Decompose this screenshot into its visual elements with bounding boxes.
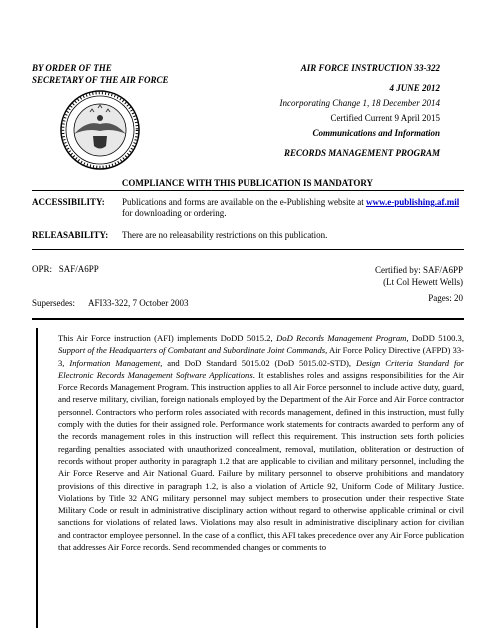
department-of-the-air-force-seal — [60, 90, 140, 170]
category-line: Communications and Information — [312, 128, 440, 138]
body-text-segment: , DoDD 5100.3, — [406, 333, 464, 343]
accessibility-text-before: Publications and forms are available on the e-Publishing website at — [122, 197, 364, 207]
body-text-segment: , Air Force Policy Directive (AFPD) 33-3, — [58, 345, 465, 368]
divider — [32, 318, 464, 320]
change-line: Incorporating Change 1, 18 December 2014 — [279, 98, 440, 108]
certifier-name: (Lt Col Hewett Wells) — [383, 277, 463, 287]
divider — [32, 190, 464, 191]
certified-by-block — [375, 264, 463, 304]
body-italic-title: Information Management — [69, 357, 161, 368]
certified-current: Certified Current 9 April 2015 — [330, 113, 440, 123]
order-line-2: SECRETARY OF THE AIR FORCE — [32, 75, 169, 85]
body-italic-title: DoD Records Management Program — [276, 333, 407, 343]
supersedes-label: Supersedes: — [32, 298, 75, 308]
accessibility-text — [122, 197, 462, 219]
body-italic-title: Support of the Headquarters of Combatant and Subordinate Joint Commands — [58, 345, 326, 356]
change-bar — [36, 328, 38, 628]
divider — [32, 249, 464, 250]
instruction-header — [280, 62, 440, 159]
program-title: RECORDS MANAGEMENT PROGRAM — [283, 148, 440, 158]
certified-by: Certified by: SAF/A6PP — [374, 265, 463, 275]
compliance-notice: COMPLIANCE WITH THIS PUBLICATION IS MANDATORY — [121, 178, 374, 188]
instruction-date: 4 JUNE 2012 — [389, 83, 440, 93]
releasability-text: There are no releasability restrictions on this publication. — [122, 230, 328, 240]
accessibility-label: ACCESSIBILITY: — [32, 197, 105, 207]
supersedes-row — [32, 298, 189, 308]
releasability-label: RELEASABILITY: — [32, 230, 109, 240]
page-count: Pages: 20 — [428, 293, 463, 303]
body-text-segment: , and DoD Standard 5015.02 (DoD 5015.02-STD), — [160, 357, 356, 368]
supersedes-value: AFI33-322, 7 October 2003 — [88, 298, 189, 308]
accessibility-text-after: for downloading or ordering. — [122, 208, 227, 218]
body-text-segment: . It establishes roles and assigns responsibilities for the Air Force Records Management Program. This instruction applies to all Air Force personnel to include active duty, guard, and reserve military, civilian, foreign nationals employed by the Department of the Air Force and Air Force contractor personnel. Contractors who perform roles associated with records management, defined in this instruction, must fully comply with the duties for their assigned role. Performance work statements for contracts awarded to perform any of the records management roles in this instruction will reflect this requirement. This instruction sets forth policies regarding penalties associated with unauthorized concealment, removal, mutilation, obliteration or destruction of records without proper authority in paragraph 1.2 that are applicable to civilian and military personnel, including the Air Force Reserve and Air National Guard. Failure by military personnel to observe prohibitions and mandatory provisions of this directive in paragraph 1.2, is also a violation of Article 92, Uniform Code of Military Justice. Violations by Title 32 ANG military personnel may subject members to prosecution under their respective State Military Code or result in administrative disciplinary action without regard to otherwise applicable criminal or civil sanctions for violations of related laws. Violations may also result in administrative disciplinary action for civilian and contractor employee personnel. In the case of a conflict, this AFI takes precedence over any Air Force publication that addresses Air Force records. Send recommended changes or comments to — [58, 369, 464, 553]
instruction-number: AIR FORCE INSTRUCTION 33-322 — [300, 63, 440, 73]
body-italic-title: Design Criteria Standard for Electronic Records Management Software Applications — [58, 357, 465, 380]
summary-paragraph — [58, 332, 464, 553]
opr: OPR: SAF/A6PP — [32, 264, 99, 274]
e-publishing-link[interactable]: www.e-publishing.af.mil — [365, 197, 460, 207]
order-line-1: BY ORDER OF THE — [32, 63, 112, 73]
issuing-authority — [32, 62, 169, 86]
body-text-segment: This Air Force instruction (AFI) implements DoDD 5015.2, — [58, 333, 277, 343]
